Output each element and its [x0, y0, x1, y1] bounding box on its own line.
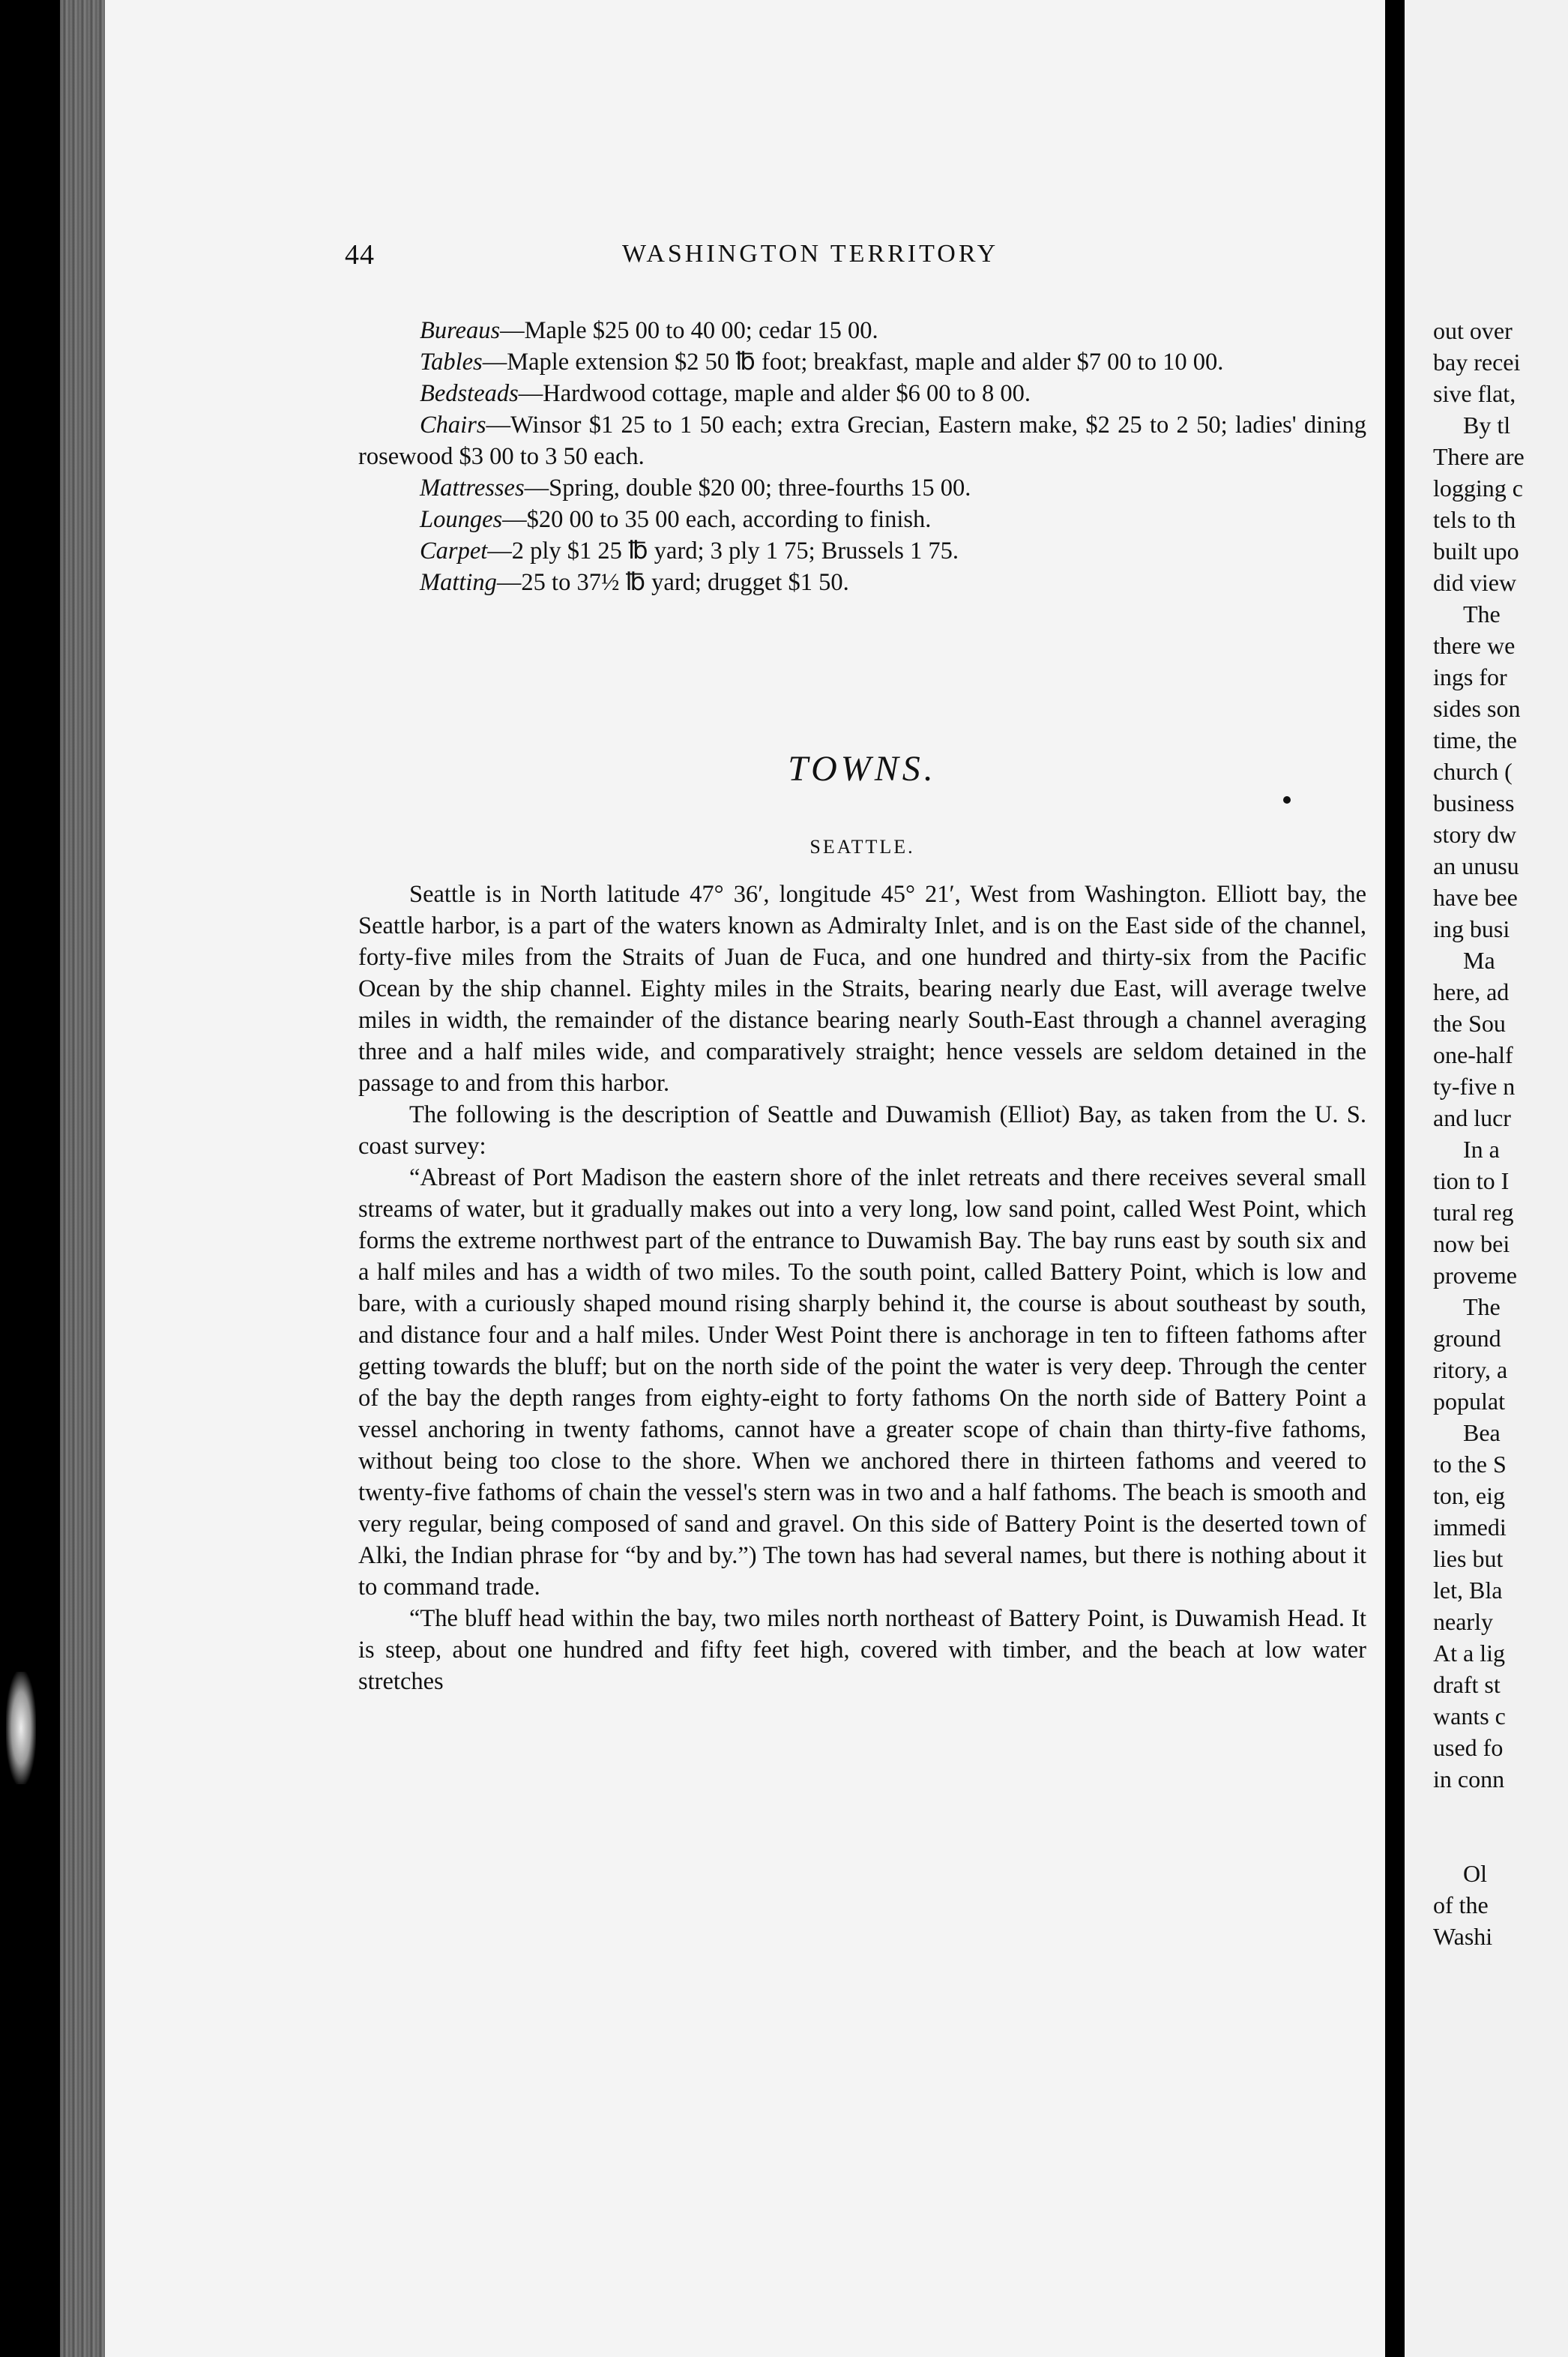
right-line: of the [1433, 1891, 1489, 1918]
paragraph: “The bluff head within the bay, two miles north northeast of Battery Point, is Duwamish Head. It is steep, about one hundred and fifty feet high, covered with timber, and the beach at low water stretches [358, 1605, 1366, 1695]
right-line: built upo [1433, 538, 1519, 565]
right-page-text [1433, 315, 1568, 1952]
price-entry [358, 535, 1366, 567]
right-line: now bei [1433, 1230, 1510, 1257]
right-line: tels to th [1433, 506, 1516, 533]
price-item: Tables [420, 349, 483, 376]
right-line: to the S [1433, 1451, 1507, 1478]
right-line: one-half [1433, 1041, 1513, 1068]
right-line: Ol [1463, 1860, 1487, 1887]
price-text: —$20 00 to 35 00 each, according to finish. [502, 506, 932, 533]
right-line: Bea [1463, 1419, 1501, 1446]
right-line: Washi [1433, 1923, 1493, 1950]
price-text: —Winsor $1 25 to 1 50 each; extra Grecian, Eastern make, $2 25 to 2 50; ladies' dining rosewood $3 00 to 3 50 each. [358, 412, 1366, 470]
right-line: At a lig [1433, 1640, 1505, 1667]
subheading: SEATTLE. [809, 836, 915, 858]
right-line: story dw [1433, 821, 1517, 848]
right-line: In a [1463, 1136, 1500, 1163]
right-line: did view [1433, 569, 1517, 596]
right-line: Ma [1463, 947, 1495, 974]
right-page-fragment [1405, 0, 1568, 2357]
price-item: Bedsteads [420, 380, 519, 407]
price-entry [358, 378, 1366, 409]
price-text: —Maple $25 00 to 40 00; cedar 15 00. [500, 317, 878, 344]
right-line: have bee [1433, 884, 1518, 911]
right-line: an unusu [1433, 852, 1519, 879]
right-line: ty-five n [1433, 1073, 1516, 1100]
paragraph: “Abreast of Port Madison the eastern shore of the inlet retreats and there receives several small streams of water, but it gradually makes out into a very long, low sand point, called West Point, which forms the extreme northwest part of the entrance to Duwamish Bay. The bay runs east by south six and a half miles and has a width of two miles. To the south point, called Battery Point, which is low and bare, with a curiously shaped mound rising sharply behind it, the course is about southeast by south, and distance four and a half miles. Under West Point there is anchorage in ten to fifteen fathoms after getting towards the bluff; but on the north side of the point the water is very deep. Through the center of the bay the depth ranges from eighty-eight to forty fathoms On the north side of Battery Point a vessel anchoring in twenty fathoms, cannot have a greater scope of chain than thirty-five fathoms, without being too close to the shore. When we anchored there in thirteen fathoms and veered to twenty-five fathoms of chain the vessel's stern was in two and a half fathoms. The beach is smooth and very regular, being composed of sand and gravel. On this side of Battery Point is the deserted town of Alki, the Indian phrase for “by and by.”) The town has had several names, but there is nothing about it to command trade. [358, 1164, 1366, 1601]
running-head [345, 238, 1373, 277]
right-line: sides son [1433, 695, 1521, 722]
right-line: logging c [1433, 475, 1523, 502]
price-text: —25 to 37½ ℔ yard; drugget $1 50. [496, 569, 849, 596]
right-line: By tl [1463, 412, 1511, 439]
right-line: nearly [1433, 1608, 1493, 1635]
right-line: church ( [1433, 758, 1513, 785]
price-text: —Hardwood cottage, maple and alder $6 00 to 8 00. [518, 380, 1031, 407]
book-gutter [1385, 0, 1405, 2357]
right-line: in conn [1433, 1766, 1505, 1792]
right-line: There are [1433, 443, 1525, 470]
ornament-dot [1283, 796, 1291, 804]
right-line: ton, eig [1433, 1482, 1505, 1509]
price-item: Lounges [420, 506, 503, 533]
price-text: —Spring, double $20 00; three-fourths 15 00. [524, 475, 971, 502]
price-entry [358, 472, 1366, 504]
right-line: tural reg [1433, 1199, 1514, 1226]
price-item: Matting [420, 569, 497, 596]
price-entry [358, 346, 1366, 378]
right-line: wants c [1433, 1703, 1506, 1730]
price-item: Carpet [420, 538, 488, 565]
right-line: the Sou [1433, 1010, 1506, 1037]
right-line: proveme [1433, 1262, 1517, 1289]
body-text [358, 879, 1366, 1697]
right-line: ritory, a [1433, 1356, 1508, 1383]
right-line: lies but [1433, 1545, 1504, 1572]
price-item: Chairs [420, 412, 486, 439]
price-item: Bureaus [420, 317, 501, 344]
price-entry [358, 409, 1366, 472]
right-line: The [1463, 1293, 1501, 1320]
right-line: time, the [1433, 726, 1517, 753]
price-text: —Maple extension $2 50 ℔ foot; breakfast, maple and alder $7 00 to 10 00. [482, 349, 1224, 376]
price-text: —2 ply $1 25 ℔ yard; 3 ply 1 75; Brussels 1 75. [487, 538, 959, 565]
right-line: draft st [1433, 1671, 1501, 1698]
right-line: tion to I [1433, 1167, 1510, 1194]
right-line: bay recei [1433, 349, 1521, 376]
price-list [358, 315, 1366, 598]
right-line: used fo [1433, 1734, 1504, 1761]
right-line: immedi [1433, 1514, 1507, 1541]
right-line: ing busi [1433, 915, 1510, 942]
price-item: Mattresses [420, 475, 525, 502]
right-line: sive flat, [1433, 380, 1516, 407]
page-number: 44 [345, 239, 375, 271]
right-line: populat [1433, 1388, 1505, 1415]
right-line: and lucr [1433, 1104, 1511, 1131]
right-line: out over [1433, 317, 1513, 344]
paragraph: The following is the description of Seattle and Duwamish (Elliot) Bay, as taken from the U. S. coast survey: [358, 1101, 1366, 1160]
paragraph: Seattle is in North latitude 47° 36′, longitude 45° 21′, West from Washington. Elliott bay, the Seattle harbor, is a part of the waters known as Admiralty Inlet, and is on the East side of the channel, forty-five miles from the Straits of Juan de Fuca, and one hundred and thirty-six from the Pacific Ocean by the ship channel. Eighty miles in the Straits, bearing nearly due East, will average twelve miles in width, the remainder of the distance bearing nearly South-East through a channel averaging three and a half miles wide, and comparatively straight; hence vessels are seldom detained in the passage to and from this harbor. [358, 881, 1366, 1097]
right-line: there we [1433, 632, 1516, 659]
running-title: WASHINGTON TERRITORY [622, 240, 999, 268]
price-entry [358, 315, 1366, 346]
right-line: let, Bla [1433, 1577, 1503, 1604]
right-line: business [1433, 789, 1515, 816]
section-title: TOWNS. [788, 749, 937, 789]
right-line: ings for [1433, 663, 1507, 690]
right-line: The [1463, 600, 1501, 627]
right-line: here, ad [1433, 978, 1510, 1005]
right-gap [1433, 1795, 1568, 1858]
right-line: ground [1433, 1325, 1501, 1352]
page-edge-smudge [6, 1672, 36, 1784]
price-entry [358, 567, 1366, 598]
price-entry [358, 504, 1366, 535]
